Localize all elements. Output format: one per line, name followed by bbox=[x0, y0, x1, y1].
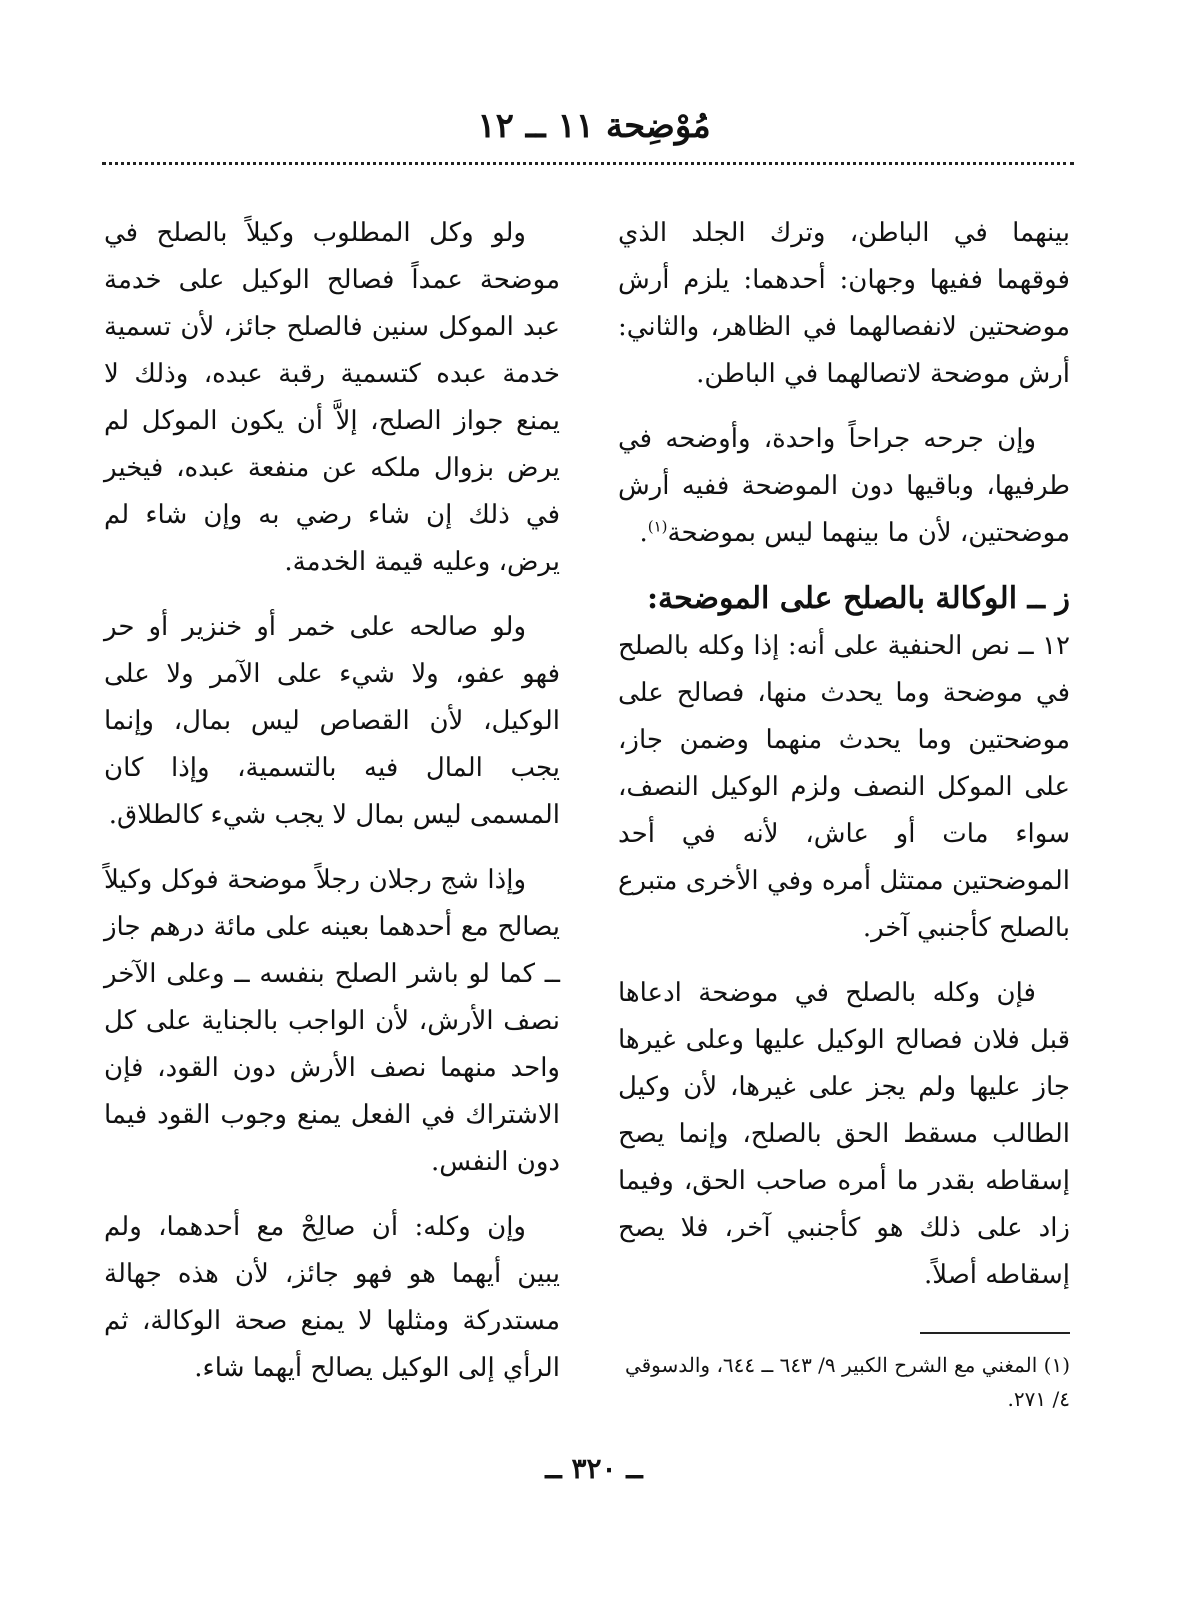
paragraph: وإذا شج رجلان رجلاً موضحة فوكل وكيلاً يصالح مع أحدهما بعينه على مائة درهم جاز ــ كما لو باشر الصلح بنفسه ــ وعلى الآخر نصف الأرش، لأن الواجب بالجناية على كل واحد منهما نصف الأرش دون القود، فإن الاشتراك في الفعل يمنع وجوب القود فيما دون النفس. bbox=[104, 865, 560, 1177]
paragraph-end: . bbox=[639, 518, 648, 548]
paragraph bbox=[618, 416, 1070, 557]
footnote: (١) المغني مع الشرح الكبير ٩/ ٦٤٣ ــ ٦٤٤، والدسوقي ٤/ ٢٧١. bbox=[624, 1353, 1070, 1411]
section-heading: ز ــ الوكالة بالصلح على الموضحة: bbox=[646, 581, 1070, 616]
paragraph: بينهما في الباطن، وترك الجلد الذي فوقهما ففيها وجهان: أحدهما: يلزم أرش موضحتين لانفصالهما في الظاهر، والثاني: أرش موضحة لاتصالهما في الباطن. bbox=[618, 218, 1070, 389]
right-column bbox=[618, 210, 1070, 1317]
paragraph: فإن وكله بالصلح في موضحة ادعاها قبل فلان فصالح الوكيل عليها وعلى غيرها جاز عليها ولم يجز على غيرها، لأن وكيل الطالب مسقط الحق بالصلح، وإنما يصح إسقاطه بقدر ما أمره صاحب الحق، وفيما زاد على ذلك هو كأجنبي آخر، فلا يصح إسقاطه أصلاً. bbox=[618, 978, 1070, 1290]
page-number: ــ ٣٢٠ ــ bbox=[545, 1452, 643, 1485]
paragraph: ولو وكل المطلوب وكيلاً بالصلح في موضحة عمداً فصالح الوكيل على خدمة عبد الموكل سنين فالصلح جائز، لأن تسمية خدمة عبده كتسمية رقبة عبده، وذلك لا يمنع جواز الصلح، إلاَّ أن يكون الموكل لم يرض بزوال ملكه عن منفعة عبده، فيخير في ذلك إن شاء رضي به وإن شاء لم يرض، وعليه قيمة الخدمة. bbox=[104, 218, 561, 577]
footnote-reference: (١) bbox=[647, 517, 668, 536]
paragraph: وإن وكله: أن صالِحْ مع أحدهما، ولم يبين أيهما هو فهو جائز، لأن هذه جهالة مستدركة ومثلها لا يمنع صحة الوكالة، ثم الرأي إلى الوكيل يصالح أيهما شاء. bbox=[104, 1212, 560, 1383]
left-column bbox=[104, 210, 560, 1410]
header-dotted-rule bbox=[102, 162, 1074, 165]
paragraph-text: وإن جرحه جراحاً واحدة، وأوضحه في طرفيها، وباقيها دون الموضحة ففيه أرش موضحتين، لأن ما بينهما ليس بموضحة bbox=[618, 424, 1070, 548]
paragraph: ولو صالحه على خمر أو خنزير أو حر فهو عفو، ولا شيء على الآمر ولا على الوكيل، لأن القصاص ليس بمال، وإنما يجب المال فيه بالتسمية، وإذا كان المسمى ليس بمال لا يجب شيء كالطلاق. bbox=[104, 612, 560, 830]
footnote-rule bbox=[920, 1332, 1070, 1334]
running-header: مُوْضِحة ١١ ــ ١٢ bbox=[477, 106, 711, 146]
paragraph: ١٢ ــ نص الحنفية على أنه: إذا وكله بالصلح في موضحة وما يحدث منها، فصالح على موضحتين وما يحدث منهما وضمن جاز، على الموكل النصف ولزم الوكيل النصف، سواء مات أو عاش، لأنه في أحد الموضحتين ممتثل أمره وفي الأخرى متبرع بالصلح كأجنبي آخر. bbox=[618, 631, 1070, 943]
